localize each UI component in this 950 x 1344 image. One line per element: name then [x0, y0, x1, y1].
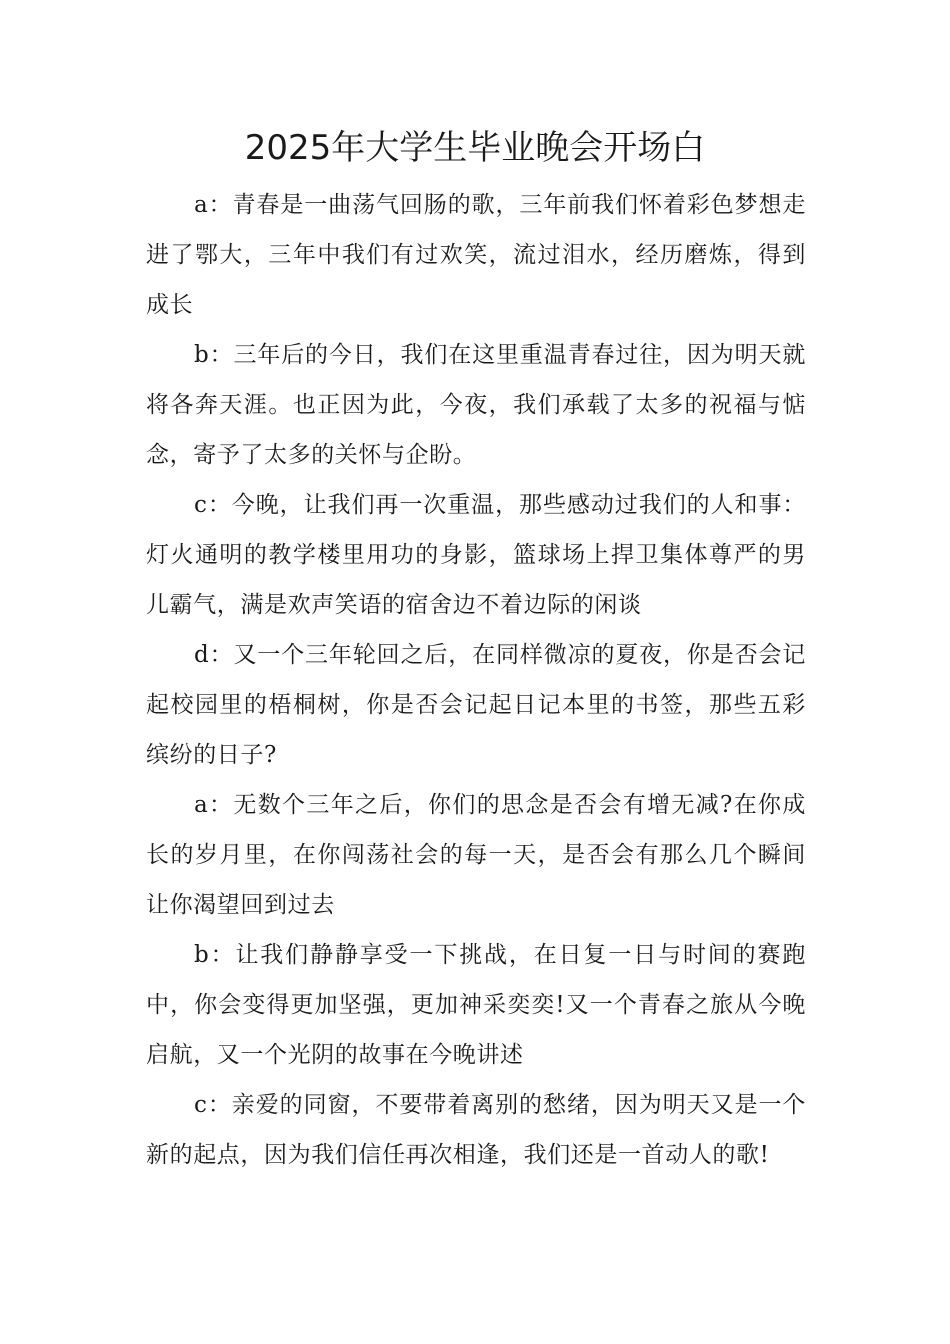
paragraph: b：让我们静静享受一下挑战，在日复一日与时间的赛跑中，你会变得更加坚强，更加神采奕奕!又一个青春之旅从今晚启航，又一个光阴的故事在今晚讲述 — [146, 942, 806, 1068]
document-body — [146, 180, 806, 1180]
document-title: 2025年大学生毕业晚会开场白 — [244, 128, 706, 168]
paragraph: b：三年后的今日，我们在这里重温青春过往，因为明天就将各奔天涯。也正因为此，今夜，我们承载了太多的祝福与惦念，寄予了太多的关怀与企盼。 — [146, 342, 806, 468]
paragraph: c：亲爱的同窗，不要带着离别的愁绪，因为明天又是一个新的起点，因为我们信任再次相逢，我们还是一首动人的歌! — [146, 1092, 806, 1168]
paragraph: a：无数个三年之后，你们的思念是否会有增无减?在你成长的岁月里，在你闯荡社会的每一天，是否会有那么几个瞬间让你渴望回到过去 — [146, 792, 806, 918]
paragraph: a：青春是一曲荡气回肠的歌，三年前我们怀着彩色梦想走进了鄂大，三年中我们有过欢笑，流过泪水，经历磨炼，得到成长 — [146, 192, 806, 318]
paragraph: c：今晚，让我们再一次重温，那些感动过我们的人和事：灯火通明的教学楼里用功的身影，篮球场上捍卫集体尊严的男儿霸气，满是欢声笑语的宿舍边不着边际的闲谈 — [146, 492, 806, 618]
paragraph: d：又一个三年轮回之后，在同样微凉的夏夜，你是否会记起校园里的梧桐树，你是否会记起日记本里的书签，那些五彩缤纷的日子? — [146, 642, 806, 768]
